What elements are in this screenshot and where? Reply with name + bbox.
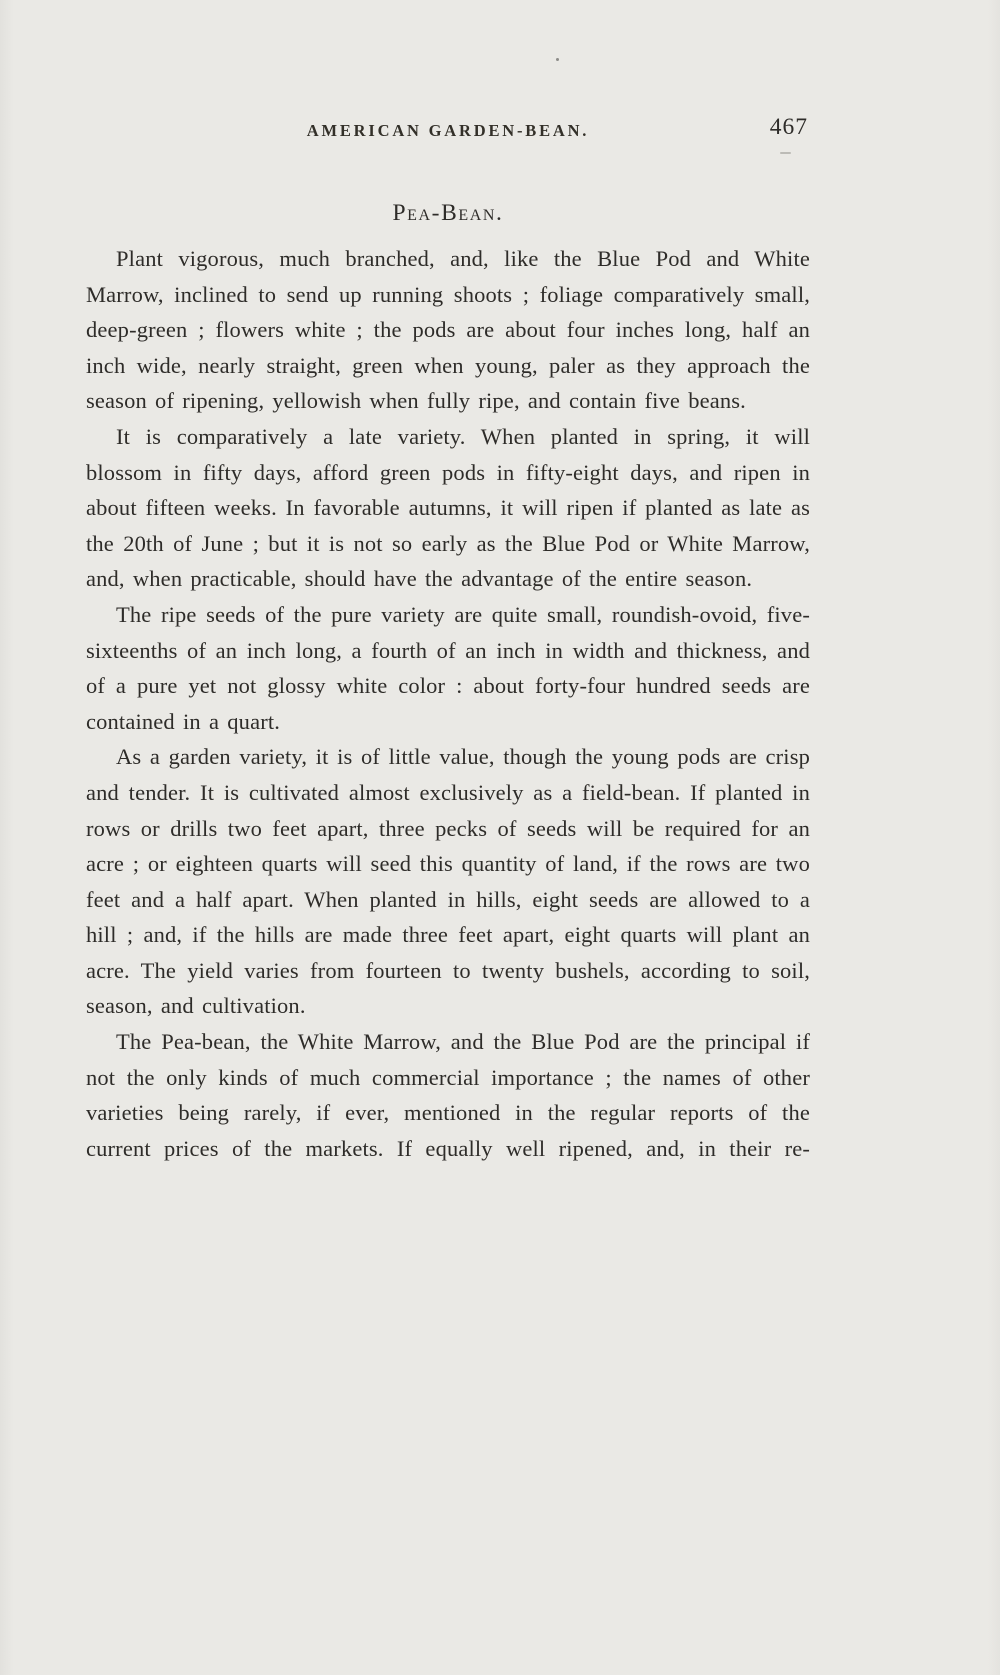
text-block: [86, 200, 810, 1166]
paragraph-5: The Pea-bean, the White Marrow, and the Blue Pod are the principal if not the only kinds of much commercial importance ; the names of other varieties being rarely, if ever, mentioned in the regular reports of the current prices of the markets. If equally well ripened, and, in their re-: [86, 1029, 810, 1161]
paragraphs: [86, 241, 810, 1166]
section-title: Pea-Bean.: [392, 200, 504, 226]
paragraph-3: The ripe seeds of the pure variety are quite small, roundish-ovoid, five-sixteenths of an inch long, a fourth of an inch in width and thickness, and of a pure yet not glossy white color : about forty-four hundred seeds are contained in a quart.: [86, 601, 810, 734]
page-number: 467: [769, 114, 808, 140]
paragraph-2: It is comparatively a late variety. When planted in spring, it will blossom in fifty days, afford green pods in fifty-eight days, and ripen in about fifteen weeks. In favorable autumns, it will ripen if planted as late as the 20th of June ; but it is not so early as the Blue Pod or White Marrow, and, when practicable, should have the advantage of the entire season.: [86, 423, 810, 592]
scan-speck: [556, 58, 559, 61]
running-title: AMERICAN GARDEN-BEAN.: [306, 121, 590, 140]
paragraph-4: As a garden variety, it is of little value, though the young pods are crisp and tender. It is cultivated almost exclusively as a field-bean. If planted in rows or drills two feet apart, three pecks of seeds will be required for an acre ; or eighteen quarts will seed this quantity of land, if the rows are two feet and a half apart. When planted in hills, eight seeds are allowed to a hill ; and, if the hills are made three feet apart, eight quarts will plant an acre. The yield varies from fourteen to twenty bushels, according to soil, season, and cultivation.: [86, 744, 810, 1019]
scan-dash: [780, 152, 791, 154]
paragraph-1: Plant vigorous, much branched, and, like the Blue Pod and White Marrow, inclined to send up running shoots ; foliage comparatively small, deep-green ; flowers white ; the pods are about four inches long, half an inch wide, nearly straight, green when young, paler as they approach the season of ripening, yellowish when fully ripe, and contain five beans.: [86, 246, 810, 414]
page-header: [86, 116, 810, 146]
